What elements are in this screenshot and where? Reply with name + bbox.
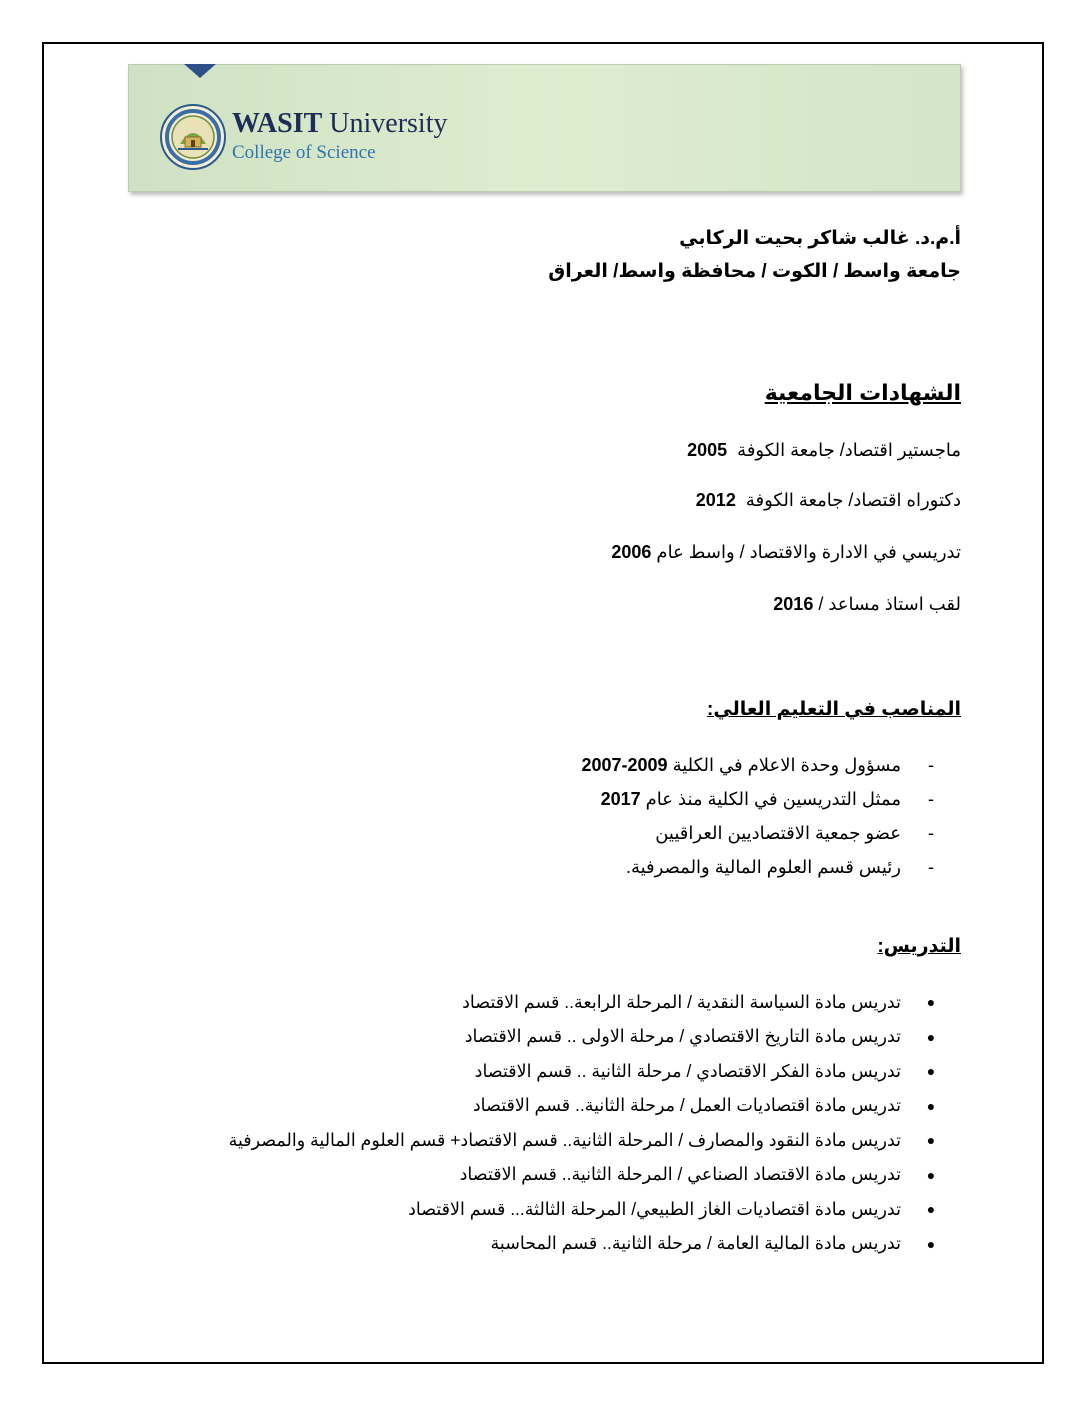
list-item <box>229 1227 961 1262</box>
university-name-bold: WASIT <box>232 108 323 139</box>
teaching-text: تدريس مادة الفكر الاقتصادي / مرحلة الثانية .. قسم الاقتصاد <box>474 1060 901 1081</box>
teaching-text: تدريس مادة اقتصاديات الغاز الطبيعي/ المرحلة الثالثة... قسم الاقتصاد <box>408 1198 901 1219</box>
banner-notch <box>184 64 216 78</box>
position-year: 2017 <box>600 788 641 809</box>
teaching-text: تدريس مادة السياسة النقدية / المرحلة الرابعة.. قسم الاقتصاد <box>462 991 901 1012</box>
positions-heading: المناصب في التعليم العالي: <box>707 699 961 720</box>
list-item <box>581 782 961 816</box>
teaching-text: تدريس مادة المالية العامة / مرحلة الثانية.. قسم المحاسبة <box>490 1233 901 1254</box>
list-item <box>581 816 961 850</box>
bullet-icon: ● <box>926 1028 936 1045</box>
list-item <box>229 1020 961 1055</box>
bullet-icon: ● <box>926 1235 936 1252</box>
bullet-icon: ● <box>926 1132 936 1149</box>
university-name <box>232 108 447 140</box>
list-item <box>229 1192 961 1227</box>
bullet-icon: ● <box>926 1201 936 1218</box>
position-text: ممثل التدريسين في الكلية منذ عام <box>645 788 901 809</box>
dash-bullet: - <box>928 754 934 775</box>
position-text: رئيس قسم العلوم المالية والمصرفية. <box>625 856 901 877</box>
list-item <box>229 1089 961 1124</box>
degree-year: 2016 <box>773 594 814 614</box>
list-item <box>229 1158 961 1193</box>
degree-item <box>611 542 961 563</box>
degree-text: تدريسي في الادارة والاقتصاد / واسط عام <box>656 542 961 562</box>
degree-item <box>687 440 961 461</box>
position-text: مسؤول وحدة الاعلام في الكلية <box>672 754 901 775</box>
teaching-text: تدريس مادة التاريخ الاقتصادي / مرحلة الاولى .. قسم الاقتصاد <box>464 1026 901 1047</box>
teaching-text: تدريس مادة الاقتصاد الصناعي / المرحلة الثانية.. قسم الاقتصاد <box>459 1164 901 1185</box>
degree-year: 2012 <box>695 490 736 510</box>
dash-bullet: - <box>928 788 934 809</box>
degree-text: لقب استاذ مساعد / <box>818 594 961 614</box>
teaching-list <box>229 985 961 1261</box>
position-year: 2007-2009 <box>581 754 668 775</box>
college-name: College of Science <box>232 142 376 163</box>
list-item <box>581 748 961 782</box>
bullet-icon: ● <box>926 1166 936 1183</box>
degree-year: 2005 <box>687 440 728 460</box>
person-name: أ.م.د. غالب شاكر بحيت الركابي <box>679 228 961 249</box>
list-item <box>581 850 961 884</box>
degrees-heading: الشهادات الجامعية <box>764 380 961 405</box>
university-seal-icon <box>160 104 226 170</box>
degree-text: دكتوراه اقتصاد/ جامعة الكوفة <box>745 490 961 510</box>
list-item <box>229 985 961 1020</box>
university-name-rest: University <box>322 108 448 139</box>
bullet-icon: ● <box>926 1063 936 1080</box>
positions-list <box>581 748 961 884</box>
bullet-icon: ● <box>926 1097 936 1114</box>
degree-year: 2006 <box>611 542 652 562</box>
degree-item <box>773 594 961 615</box>
dash-bullet: - <box>928 822 934 843</box>
list-item <box>229 1123 961 1158</box>
person-address: جامعة واسط / الكوت / محافظة واسط/ العراق <box>548 261 961 282</box>
teaching-heading: التدريس: <box>877 936 961 957</box>
bullet-icon: ● <box>926 994 936 1011</box>
teaching-text: تدريس مادة اقتصاديات العمل / مرحلة الثانية.. قسم الاقتصاد <box>472 1095 901 1116</box>
dash-bullet: - <box>928 856 934 877</box>
degree-text: ماجستير اقتصاد/ جامعة الكوفة <box>737 440 961 460</box>
position-text: عضو جمعية الاقتصاديين العراقيين <box>655 822 901 843</box>
degree-item <box>696 490 961 511</box>
teaching-text: تدريس مادة النقود والمصارف / المرحلة الثانية.. قسم الاقتصاد+ قسم العلوم المالية والمصرفية <box>228 1129 901 1150</box>
list-item <box>229 1054 961 1089</box>
